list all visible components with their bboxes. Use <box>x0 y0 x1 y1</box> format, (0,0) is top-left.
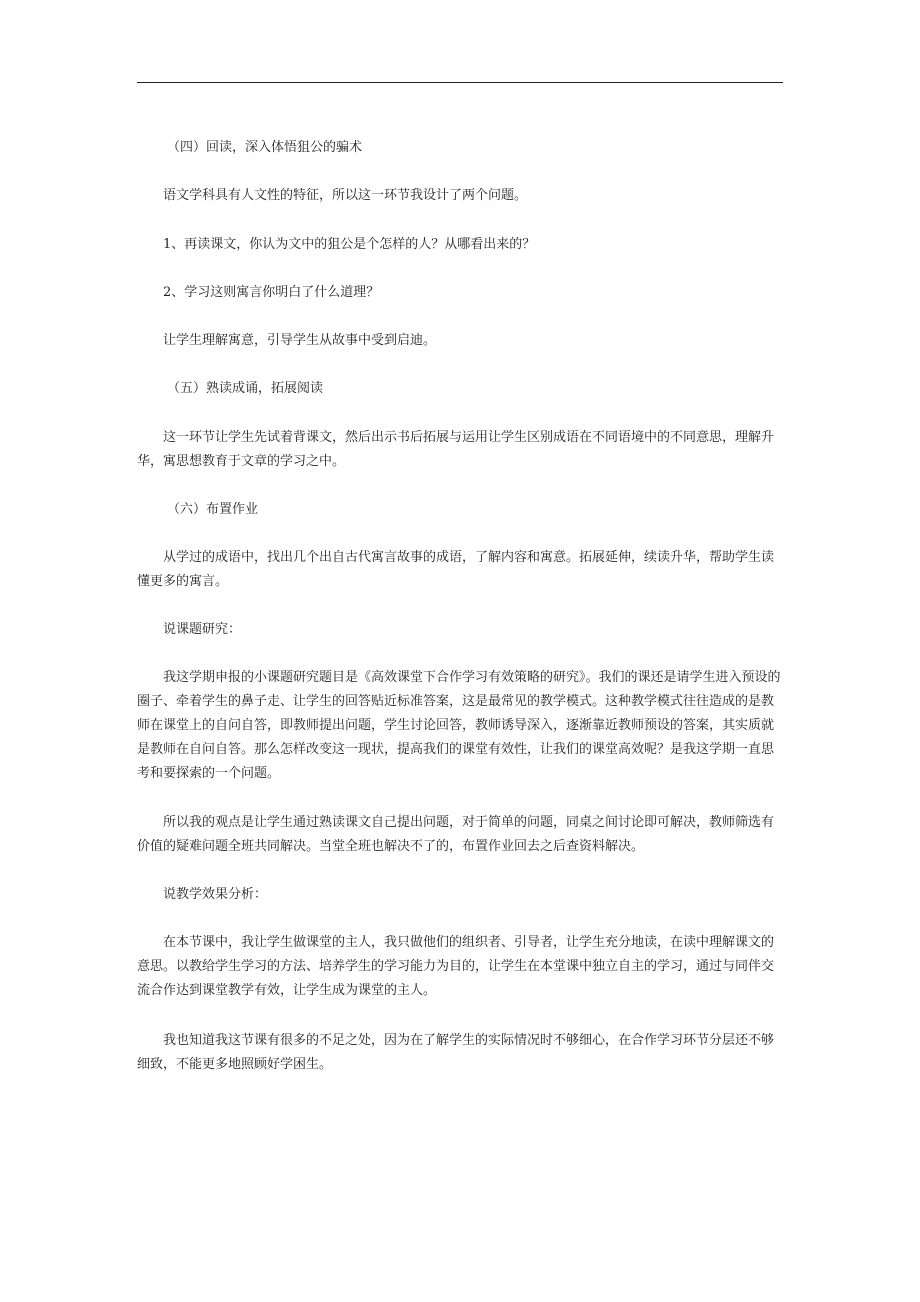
section-heading-6: （六）布置作业 <box>167 502 259 517</box>
paragraph: 我也知道我这节课有很多的不足之处，因为在了解学生的实际情况时不够细心，在合作学习环节分层还不够细致，不能更多地照顾好学困生。 <box>137 1033 775 1072</box>
paragraph: 在本节课中，我让学生做课堂的主人，我只做他们的组织者、引导者，让学生充分地读，在读中理解课文的意思。以教给学生学习的方法、培养学生的学习能力为目的，让学生在本堂课中独立自主的学习，通过与同伴交流合作达到课堂教学有效，让学生成为课堂的主人。 <box>137 935 775 998</box>
question-1: 1、再读课文，你认为文中的狙公是个怎样的人？从哪看出来的？ <box>163 237 536 252</box>
section-heading-5: （五）熟读成诵，拓展阅读 <box>167 381 324 396</box>
paragraph: 让学生理解寓意，引导学生从故事中受到启迪。 <box>163 333 437 348</box>
paragraph: 语文学科具有人文性的特征，所以这一环节我设计了两个问题。 <box>163 188 528 203</box>
question-2: 2、学习这则寓言你明白了什么道理？ <box>163 285 380 300</box>
paragraph: 这一环节让学生先试着背课文，然后出示书后拓展与运用让学生区别成语在不同语境中的不同意思，理解升华，寓思想教育于文章的学习之中。 <box>137 430 775 469</box>
document-body <box>137 136 783 1077</box>
section-heading-effect-analysis: 说教学效果分析： <box>163 887 268 902</box>
paragraph: 所以我的观点是让学生通过熟读课文自己提出问题，对于简单的问题，同桌之间讨论即可解决，教师筛选有价值的疑难问题全班共同解决。当堂全班也解决不了的，布置作业回去之后查资料解决。 <box>137 815 775 854</box>
section-heading-4: （四）回读，深入体悟狙公的骗术 <box>167 140 363 155</box>
header-rule <box>137 82 783 83</box>
paragraph: 从学过的成语中，找出几个出自古代寓言故事的成语，了解内容和寓意。拓展延伸，续读升华，帮助学生读懂更多的寓言。 <box>137 550 775 589</box>
paragraph: 我这学期申报的小课题研究题目是《高效课堂下合作学习有效策略的研究》。我们的课还是请学生进入预设的圈子、牵着学生的鼻子走、让学生的回答贴近标准答案，这是最常见的教学模式。这种教学模式往往造成的是教师在课堂上的自问自答，即教师提出问题，学生讨论回答，教师诱导深入，逐渐靠近教师预设的答案，其实质就是教师在自问自答。那么怎样改变这一现状，提高我们的课堂有效性，让我们的课堂高效呢？是我这学期一直思考和要探索的一个问题。 <box>137 670 781 781</box>
section-heading-research: 说课题研究： <box>163 622 242 637</box>
